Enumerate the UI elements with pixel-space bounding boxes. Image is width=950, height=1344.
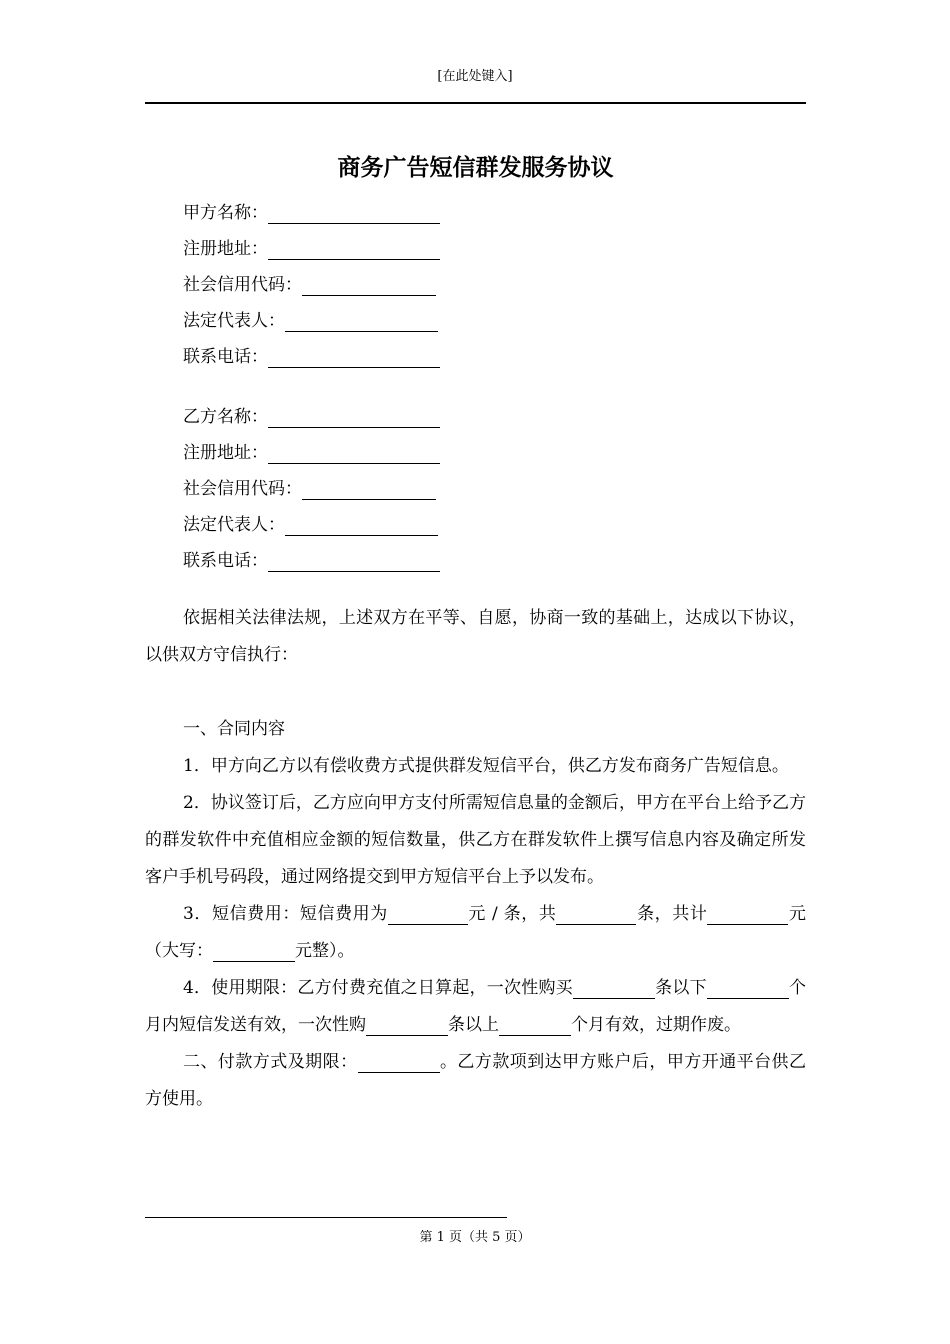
amount-in-words-blank [213, 939, 295, 962]
section-2-text-b: 。乙方款项到达甲方账户后，甲方开通平台供乙方使用。 [145, 1052, 806, 1109]
clause-4-text-c: 个月内短信发送有效，一次性购 [145, 978, 807, 1035]
clause-4-text-e: 个月有效，过期作废。 [571, 1015, 741, 1035]
party-b-address-field [183, 435, 783, 471]
upper-months-blank [499, 1013, 571, 1036]
page-footer: 第 1 页（共 5 页） [419, 1230, 531, 1245]
party-a-name-field [183, 195, 783, 231]
quantity-blank [556, 902, 636, 925]
party-b-credit-code-blank [302, 477, 436, 500]
clause-3-text-d: 元（大写： [145, 904, 807, 961]
party-b-legal-rep-label: 法定代表人： [183, 515, 285, 535]
footer-divider [145, 1217, 507, 1218]
party-a-legal-rep-field [183, 303, 783, 339]
clause-4-text-a: 4．使用期限：乙方付费充值之日算起，一次性购买 [183, 978, 573, 998]
lower-quantity-blank [573, 976, 655, 999]
party-b-address-label: 注册地址： [183, 443, 268, 463]
clause-3-text-a: 3．短信费用：短信费用为 [183, 904, 388, 924]
party-a-address-label: 注册地址： [183, 239, 268, 259]
clause-4-text-b: 条以下 [654, 978, 707, 998]
document-title: 商务广告短信群发服务协议 [337, 155, 614, 181]
clause-4-text-d: 条以上 [448, 1015, 499, 1035]
party-b-phone-field [183, 543, 783, 579]
agreement-body [145, 600, 806, 1118]
party-a-block [183, 195, 783, 375]
clause-4 [145, 970, 806, 1044]
party-b-address-blank [268, 441, 440, 464]
party-b-name-label: 乙方名称： [183, 407, 268, 427]
header-divider [145, 102, 806, 104]
section-2 [145, 1044, 806, 1118]
unit-price-blank [388, 902, 468, 925]
total-amount-blank-2 [761, 902, 788, 925]
party-b-legal-rep-field [183, 507, 783, 543]
page-header: [在此处键入] [437, 69, 513, 84]
party-b-name-blank [268, 405, 440, 428]
lower-months-blank-2 [751, 976, 789, 999]
party-b-phone-label: 联系电话： [183, 551, 268, 571]
payment-method-blank [358, 1050, 440, 1073]
party-a-credit-code-field [183, 267, 783, 303]
party-b-legal-rep-blank [285, 513, 438, 536]
blank-line [145, 674, 806, 711]
clause-3 [145, 896, 806, 970]
section-2-text-a: 二、付款方式及期限： [183, 1052, 358, 1072]
party-b-credit-code-label: 社会信用代码： [183, 479, 302, 499]
party-a-address-field [183, 231, 783, 267]
party-a-legal-rep-label: 法定代表人： [183, 311, 285, 331]
party-a-phone-label: 联系电话： [183, 347, 268, 367]
clause-3-text-e: 元整）。 [295, 941, 355, 961]
party-a-phone-blank [268, 345, 440, 368]
lower-months-blank-1 [707, 976, 751, 999]
total-amount-blank-1 [707, 902, 761, 925]
party-a-name-blank [268, 201, 440, 224]
party-a-legal-rep-blank [285, 309, 438, 332]
party-a-credit-code-blank [302, 273, 436, 296]
clause-1: 1．甲方向乙方以有偿收费方式提供群发短信平台，供乙方发布商务广告短信息。 [183, 756, 789, 776]
clause-2: 2．协议签订后，乙方应向甲方支付所需短信息量的金额后，甲方在平台上给予乙方的群发软件中充值相应金额的短信数量，供乙方在群发软件上撰写信息内容及确定所发客户手机号码段，通过网络提交到甲方短信平台上予以发布。 [145, 793, 806, 887]
clause-3-text-b: 元 / 条，共 [467, 904, 557, 924]
section1-heading: 一、合同内容 [183, 719, 285, 739]
party-a-credit-code-label: 社会信用代码： [183, 275, 302, 295]
party-b-block [183, 399, 783, 579]
party-a-address-blank [268, 237, 440, 260]
party-a-name-label: 甲方名称： [183, 203, 268, 223]
upper-quantity-blank [366, 1013, 448, 1036]
clause-3-text-c: 条，共计 [636, 904, 708, 924]
party-b-name-field [183, 399, 783, 435]
party-a-phone-field [183, 339, 783, 375]
party-b-phone-blank [268, 549, 440, 572]
intro-paragraph: 依据相关法律法规，上述双方在平等、自愿，协商一致的基础上，达成以下协议，以供双方守信执行： [145, 608, 806, 665]
party-b-credit-code-field [183, 471, 783, 507]
